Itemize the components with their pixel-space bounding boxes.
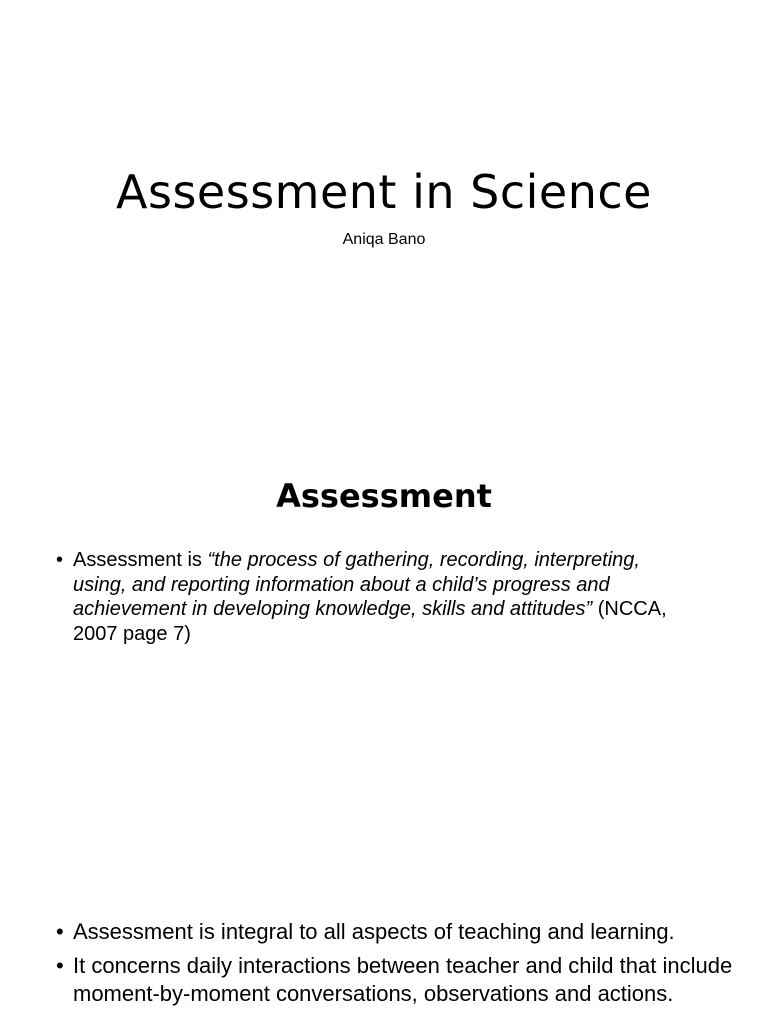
slide-author: Aniqa Bano [342, 231, 426, 248]
bullet-text [73, 548, 696, 646]
list-item [56, 918, 736, 946]
list-item [56, 548, 696, 646]
bullet-lead: Assessment is [73, 549, 208, 571]
bullet-text: Assessment is integral to all aspects of teaching and learning. [73, 919, 675, 944]
slide-heading: Assessment [276, 477, 492, 515]
bullet-list [56, 918, 736, 1014]
definition-bullet [56, 548, 696, 646]
points-slide [0, 864, 768, 1024]
bullet-glyph: • [56, 953, 64, 978]
list-item [56, 952, 736, 1008]
title-slide [0, 0, 768, 432]
bullet-citation: (NCCA, 2007 page 7) [73, 598, 667, 645]
bullet-glyph: • [56, 919, 64, 944]
bullet-glyph: • [56, 549, 64, 571]
bullet-quote: “the process of gathering, recording, interpreting, using, and reporting information about a child’s progress and achievement in developing knowledge, skills and attitudes” [73, 549, 640, 620]
definition-slide [0, 432, 768, 864]
slide-title: Assessment in Science [116, 165, 652, 219]
bullet-text: It concerns daily interactions between teacher and child that include moment-by-moment conversations, observations and actions. [73, 953, 733, 1006]
